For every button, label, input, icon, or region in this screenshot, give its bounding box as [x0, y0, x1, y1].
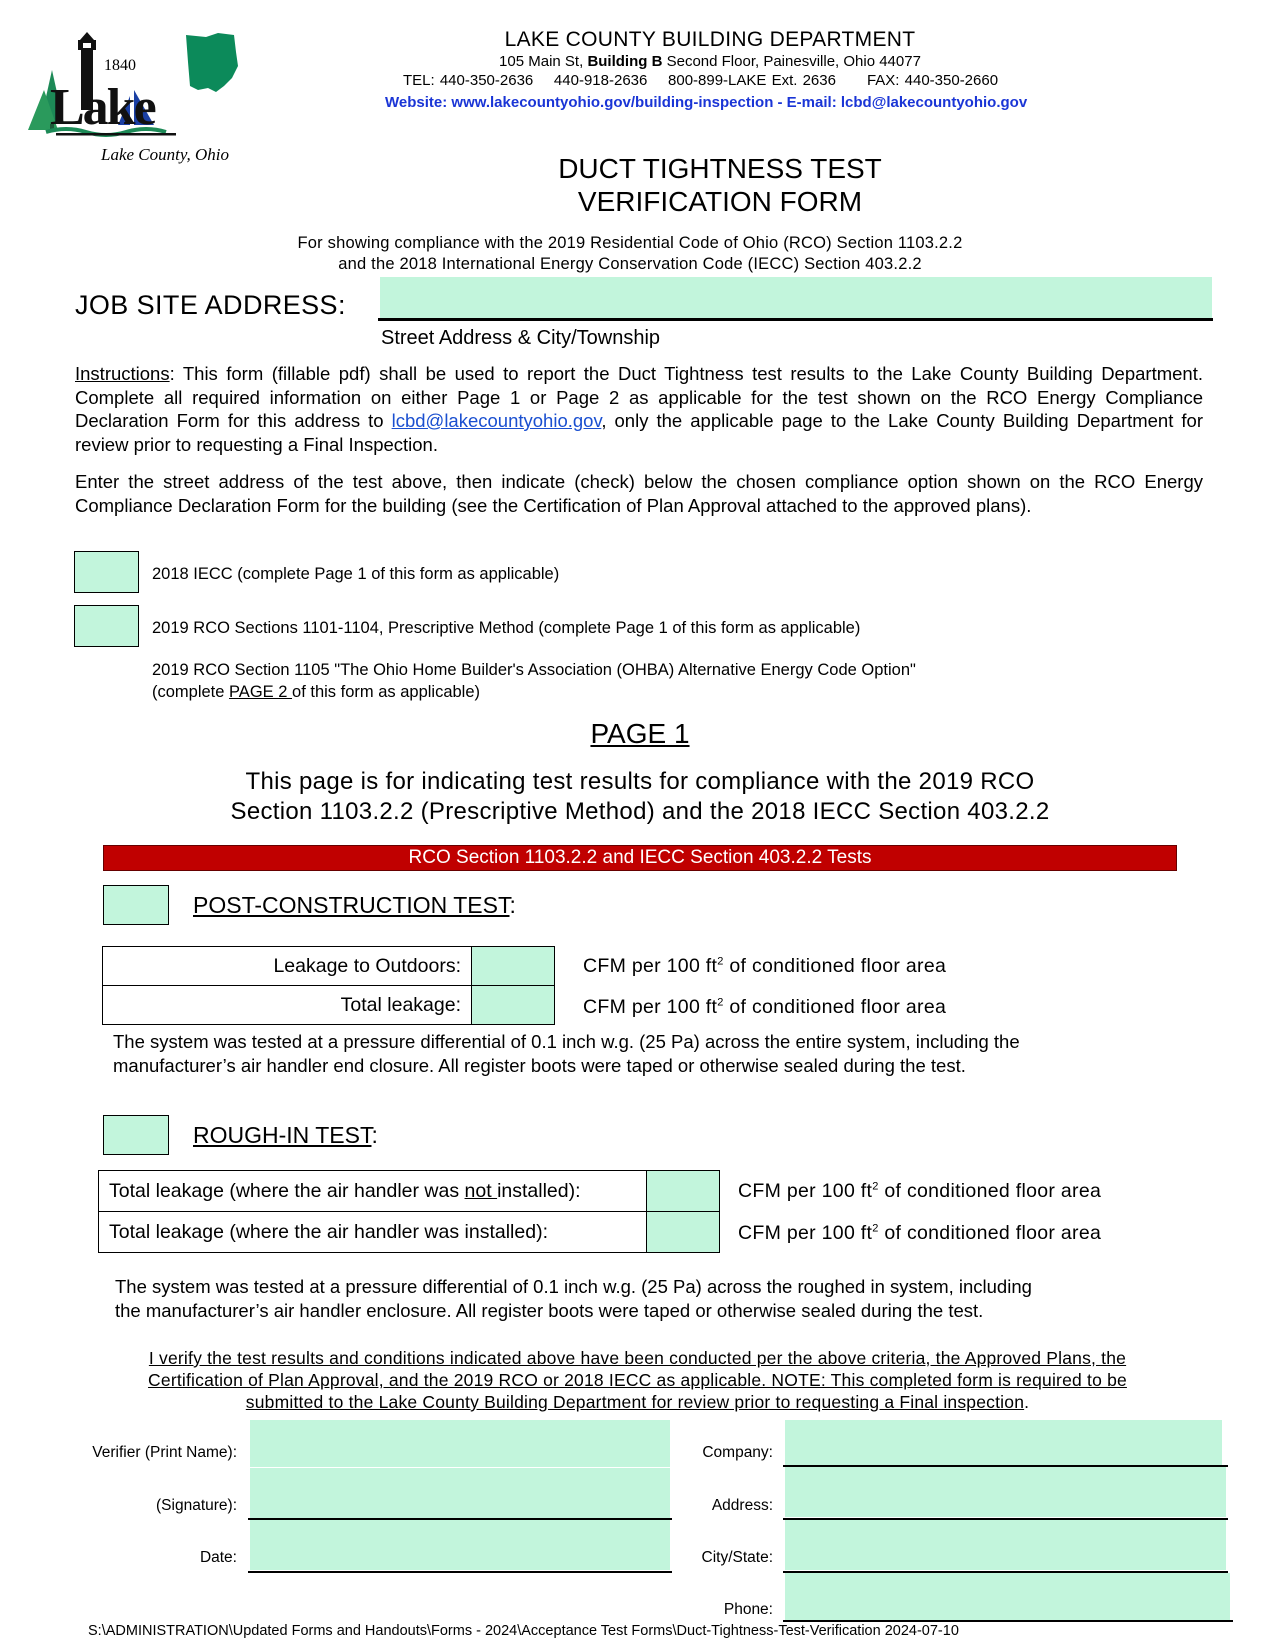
tests-section-bar: RCO Section 1103.2.2 and IECC Section 403.2.2 Tests	[103, 845, 1177, 871]
address-building: Building B	[587, 53, 663, 70]
rough-in-note	[115, 1275, 1032, 1322]
post-note-line2: manufacturer’s air handler end closure. All register boots were taped or otherwise sealed during the test.	[113, 1054, 966, 1076]
post-construction-checkbox[interactable]	[103, 885, 169, 925]
post-construction-title-text: POST-CONSTRUCTION TEST	[193, 892, 510, 918]
department-address	[400, 53, 1020, 70]
post-construction-title	[193, 892, 516, 919]
rough-in-colon: :	[371, 1122, 378, 1148]
total-leakage-label: Total leakage:	[103, 986, 472, 1025]
rough-in-title-text: ROUGH-IN TEST	[193, 1122, 372, 1148]
unit-sup: 2	[717, 996, 724, 1009]
post-construction-table	[102, 946, 555, 1025]
address-input[interactable]	[785, 1467, 1226, 1517]
phone-underline	[783, 1620, 1233, 1622]
unit-text-end: of conditioned floor area	[878, 1222, 1102, 1244]
verification-period: .	[1024, 1392, 1030, 1412]
rough-unit-2	[738, 1222, 1101, 1245]
file-path-footer: S:\ADMINISTRATION\Updated Forms and Handouts\Forms - 2024\Acceptance Test Forms\Duct-Tightness-Test-Verification 2024-07-10	[88, 1623, 959, 1639]
rough-in-installed-input[interactable]	[647, 1212, 720, 1253]
job-site-underline	[378, 318, 1213, 321]
date-underline	[248, 1571, 672, 1573]
rough-in-not-installed-label	[99, 1171, 647, 1212]
post-construction-note	[113, 1030, 1020, 1077]
signature-label: (Signature):	[156, 1497, 237, 1514]
unit-text: CFM per 100 ft	[738, 1180, 873, 1202]
instructions-paragraph-2: Enter the street address of the test above, then indicate (check) below the chosen compliance option shown on the RCO Energy Compliance Declaration Form for the building (see the Certification of Plan Approval attached to the approved plans).	[75, 471, 1203, 516]
option-iecc-label: 2018 IECC (complete Page 1 of this form as applicable)	[152, 565, 560, 583]
unit-text: CFM per 100 ft	[583, 955, 718, 977]
verifier-name-input[interactable]	[250, 1420, 670, 1467]
department-name: LAKE COUNTY BUILDING DEPARTMENT	[504, 28, 916, 51]
signature-input[interactable]	[250, 1468, 670, 1518]
rough-in-installed-label: Total leakage (where the air handler was installed):	[99, 1212, 647, 1253]
city-state-label: City/State:	[701, 1549, 773, 1566]
form-subtitle-line2: and the 2018 International Energy Conservation Code (IECC) Section 403.2.2	[338, 255, 922, 273]
instructions-text: : This form (fillable pdf) shall be used to report the Duct Tightness test results to the Lake County Building Department. Complete all required information on either Page 1 or Page 2 as applicable for the test shown on the RCO Energy Compliance Declaration Form for this address to	[75, 363, 1203, 431]
date-label: Date:	[199, 1549, 237, 1566]
page1-heading: PAGE 1	[590, 718, 690, 749]
instructions-paragraph	[75, 362, 1203, 456]
job-site-caption: Street Address & City/Township	[381, 327, 661, 349]
date-input[interactable]	[250, 1520, 670, 1570]
unit-sup: 2	[717, 955, 724, 968]
page1-description-line2: Section 1103.2.2 (Prescriptive Method) and the 2018 IECC Section 403.2.2	[230, 798, 1050, 825]
rough-note-line2: the manufacturer’s air handler enclosure. All register boots were taped or otherwise sealed during the test.	[115, 1299, 984, 1321]
form-title-line2: VERIFICATION FORM	[577, 186, 863, 217]
page2-reference: PAGE 2	[229, 683, 293, 701]
rough-in-not-installed-input[interactable]	[647, 1171, 720, 1212]
logo-year: 1840	[104, 57, 136, 74]
city-state-input[interactable]	[785, 1520, 1226, 1570]
total-leakage-input[interactable]	[472, 986, 555, 1025]
unit-sup: 2	[872, 1222, 879, 1235]
verification-line2: Certification of Plan Approval, and the 2019 RCO or 2018 IECC as applicable. NOTE: This completed form is required to be	[148, 1370, 1127, 1390]
address-text: 105 Main St,	[499, 53, 588, 70]
job-site-label: JOB SITE ADDRESS:	[75, 290, 346, 320]
leakage-outdoors-label: Leakage to Outdoors:	[103, 947, 472, 986]
department-phones: TEL: 440-350-2636 440-918-2636 800-899-LAKE Ext. 2636 FAX: 440-350-2660	[403, 72, 999, 89]
page1-description-line1: This page is for indicating test results for compliance with the 2019 RCO	[245, 768, 1035, 795]
option-rco-ohba-line1: 2019 RCO Section 1105 "The Ohio Home Builder's Association (OHBA) Alternative Energy Code Option"	[152, 661, 916, 679]
verification-statement	[30, 1347, 1245, 1413]
email-link[interactable]: lcbd@lakecountyohio.gov	[391, 410, 602, 431]
unit-text: CFM per 100 ft	[738, 1222, 873, 1244]
leakage-outdoors-input[interactable]	[472, 947, 555, 986]
option3-pre: (complete	[152, 683, 230, 701]
row1-post: installed):	[497, 1179, 581, 1202]
row1-pre: Total leakage (where the air handler was	[109, 1179, 465, 1202]
unit-text: CFM per 100 ft	[583, 996, 718, 1018]
row1-not: not	[464, 1179, 498, 1202]
form-subtitle-line1: For showing compliance with the 2019 Residential Code of Ohio (RCO) Section 1103.2.2	[297, 234, 963, 252]
form-title	[440, 152, 1000, 218]
form-subtitle	[140, 233, 1120, 275]
phone-label: Phone:	[723, 1601, 773, 1618]
post-construction-colon: :	[509, 892, 516, 918]
ohio-state-icon	[184, 32, 242, 94]
table-row	[103, 986, 555, 1025]
unit-text-end: of conditioned floor area	[723, 955, 947, 977]
table-row	[99, 1171, 720, 1212]
post-unit-2	[583, 996, 946, 1019]
unit-text-end: of conditioned floor area	[723, 996, 947, 1018]
rough-in-table	[98, 1170, 720, 1253]
company-label: Company:	[702, 1444, 773, 1461]
instructions-text-end: , only the applicable page to the Lake County Building Department for review prior to requesting a Final Inspection.	[75, 410, 1203, 455]
rough-in-title	[193, 1122, 378, 1149]
rough-in-checkbox[interactable]	[103, 1115, 169, 1155]
option-iecc-checkbox[interactable]	[74, 551, 139, 593]
instructions-heading: Instructions	[75, 363, 170, 384]
logo-caption: Lake County, Ohio	[101, 145, 229, 164]
rough-unit-1	[738, 1180, 1101, 1203]
option3-post: of this form as applicable)	[292, 683, 481, 701]
unit-sup: 2	[872, 1180, 879, 1193]
post-unit-1	[583, 955, 946, 978]
company-input[interactable]	[785, 1420, 1222, 1465]
table-row	[99, 1212, 720, 1253]
option-rco-prescriptive-checkbox[interactable]	[74, 605, 139, 647]
rough-note-line1: The system was tested at a pressure differential of 0.1 inch w.g. (25 Pa) across the roughed in system, including	[115, 1276, 1032, 1297]
table-row	[103, 947, 555, 986]
option-rco-ohba-label	[152, 659, 916, 703]
logo-word: Lake	[50, 79, 155, 136]
form-title-line1: DUCT TIGHTNESS TEST	[558, 153, 882, 184]
address-label: Address:	[711, 1497, 773, 1514]
address-text-end: Second Floor, Painesville, Ohio 44077	[662, 53, 921, 70]
job-site-address-input[interactable]	[380, 277, 1212, 319]
website-email-link[interactable]: Website: www.lakecountyohio.gov/building-inspection - E-mail: lcbd@lakecountyohio.gov	[385, 94, 1028, 111]
verification-line3: submitted to the Lake County Building Department for review prior to requesting a Final inspection	[245, 1392, 1025, 1412]
option-rco-ohba-line2	[152, 681, 916, 703]
unit-text-end: of conditioned floor area	[878, 1180, 1102, 1202]
verification-line1: I verify the test results and conditions indicated above have been conducted per the above criteria, the Approved Plans, the	[148, 1348, 1127, 1368]
phone-input[interactable]	[785, 1573, 1230, 1620]
verifier-name-label: Verifier (Print Name):	[92, 1444, 237, 1461]
page1-description	[160, 767, 1120, 827]
option-rco-prescriptive-label: 2019 RCO Sections 1101-1104, Prescriptive Method (complete Page 1 of this form as applicable)	[152, 619, 861, 637]
post-note-line1: The system was tested at a pressure differential of 0.1 inch w.g. (25 Pa) across the entire system, including the	[113, 1031, 1020, 1052]
